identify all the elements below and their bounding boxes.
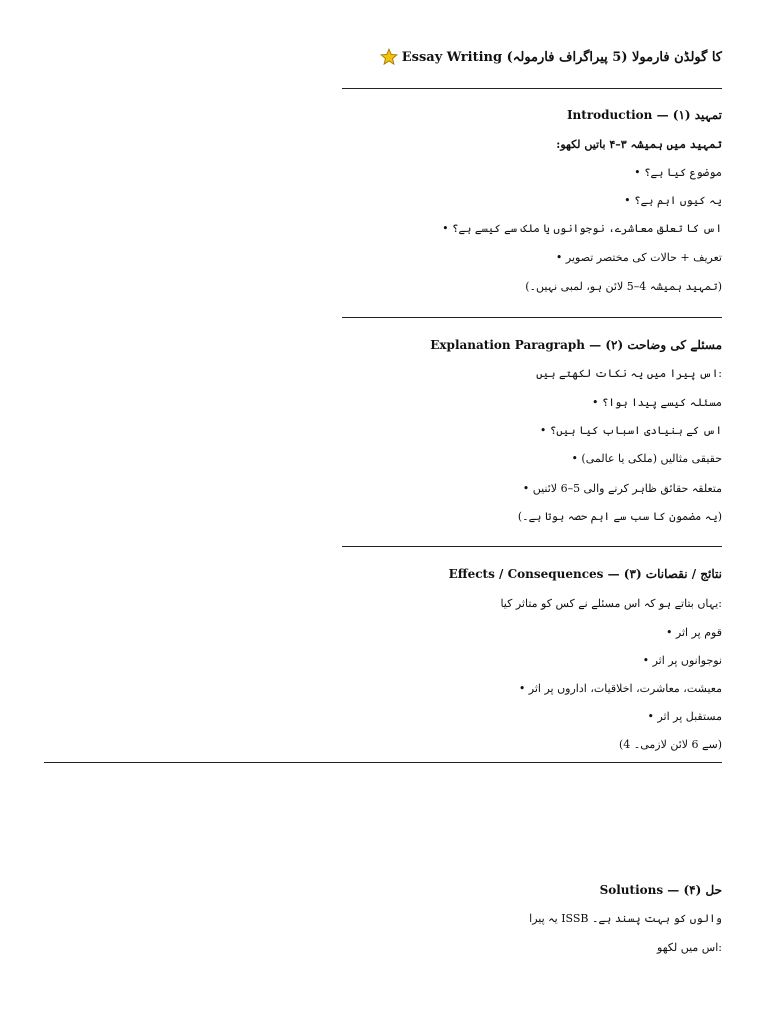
section-note: :اس میں لکھو [657, 941, 722, 954]
section-note: (سے 6 لائن لازمی۔ 4) [618, 738, 722, 751]
section-heading-solutions: حل (۴) — Solutions [599, 883, 722, 897]
document-title [282, 48, 722, 66]
divider [342, 317, 722, 318]
list-item: موضوع کیا ہے؟ • [634, 166, 722, 179]
section-note: (تمہید ہمیشہ 4–5 لائن ہو، لمبی نہیں۔) [525, 280, 722, 293]
list-item: متعلقہ حقائق ظاہر کرنے والی 5–6 لائنیں • [522, 482, 722, 495]
list-item: اس کے بنیادی اسباب کیا ہیں؟ • [539, 424, 722, 437]
section-heading-effects: نتائج / نقصانات (۳) — Effects / Consequences [448, 567, 722, 581]
list-item: معیشت، معاشرت، اخلاقیات، اداروں پر اثر • [518, 682, 722, 695]
divider [342, 546, 722, 547]
section-note: (یہ مضمون کا سب سے اہم حصہ ہوتا ہے۔) [517, 510, 722, 523]
section-intro: تمہید میں ہمیشہ ۳–۴ باتیں لکھو: [556, 138, 722, 151]
section-intro: :یہاں بتاتے ہو کہ اس مسئلے نے کس کو متاثر کیا [500, 597, 722, 610]
section-intro: :اس پیرا میں یہ نکات لکھتے ہیں [536, 367, 722, 380]
list-item: یہ کیوں اہم ہے؟ • [624, 194, 722, 207]
divider [342, 88, 722, 89]
list-item: تعریف + حالات کی مختصر تصویر • [555, 251, 722, 264]
list-item: مستقبل پر اثر • [647, 710, 722, 723]
list-item: نوجوانوں پر اثر • [642, 654, 722, 667]
section-intro: والوں کو بہت پسند ہے۔ ISSB یہ پیرا [529, 912, 722, 925]
list-item: اس کا تعلق معاشرے، نوجوانوں یا ملک سے کیسے ہے؟ • [442, 222, 722, 235]
section-heading-explanation: مسئلے کی وضاحت (۲) — Explanation Paragraph [430, 338, 722, 352]
title-text: کا گولڈن فارمولا (5 پیراگراف فارمولہ) Essay Writing [401, 49, 722, 65]
list-item: مسئلہ کیسے پیدا ہوا؟ • [591, 396, 722, 409]
list-item: قوم پر اثر • [665, 626, 722, 639]
star-icon [380, 48, 398, 66]
list-item: حقیقی مثالیں (ملکی یا عالمی) • [571, 452, 722, 465]
page-divider [44, 762, 722, 763]
section-heading-introduction: تمہید (۱) — Introduction [566, 108, 722, 122]
